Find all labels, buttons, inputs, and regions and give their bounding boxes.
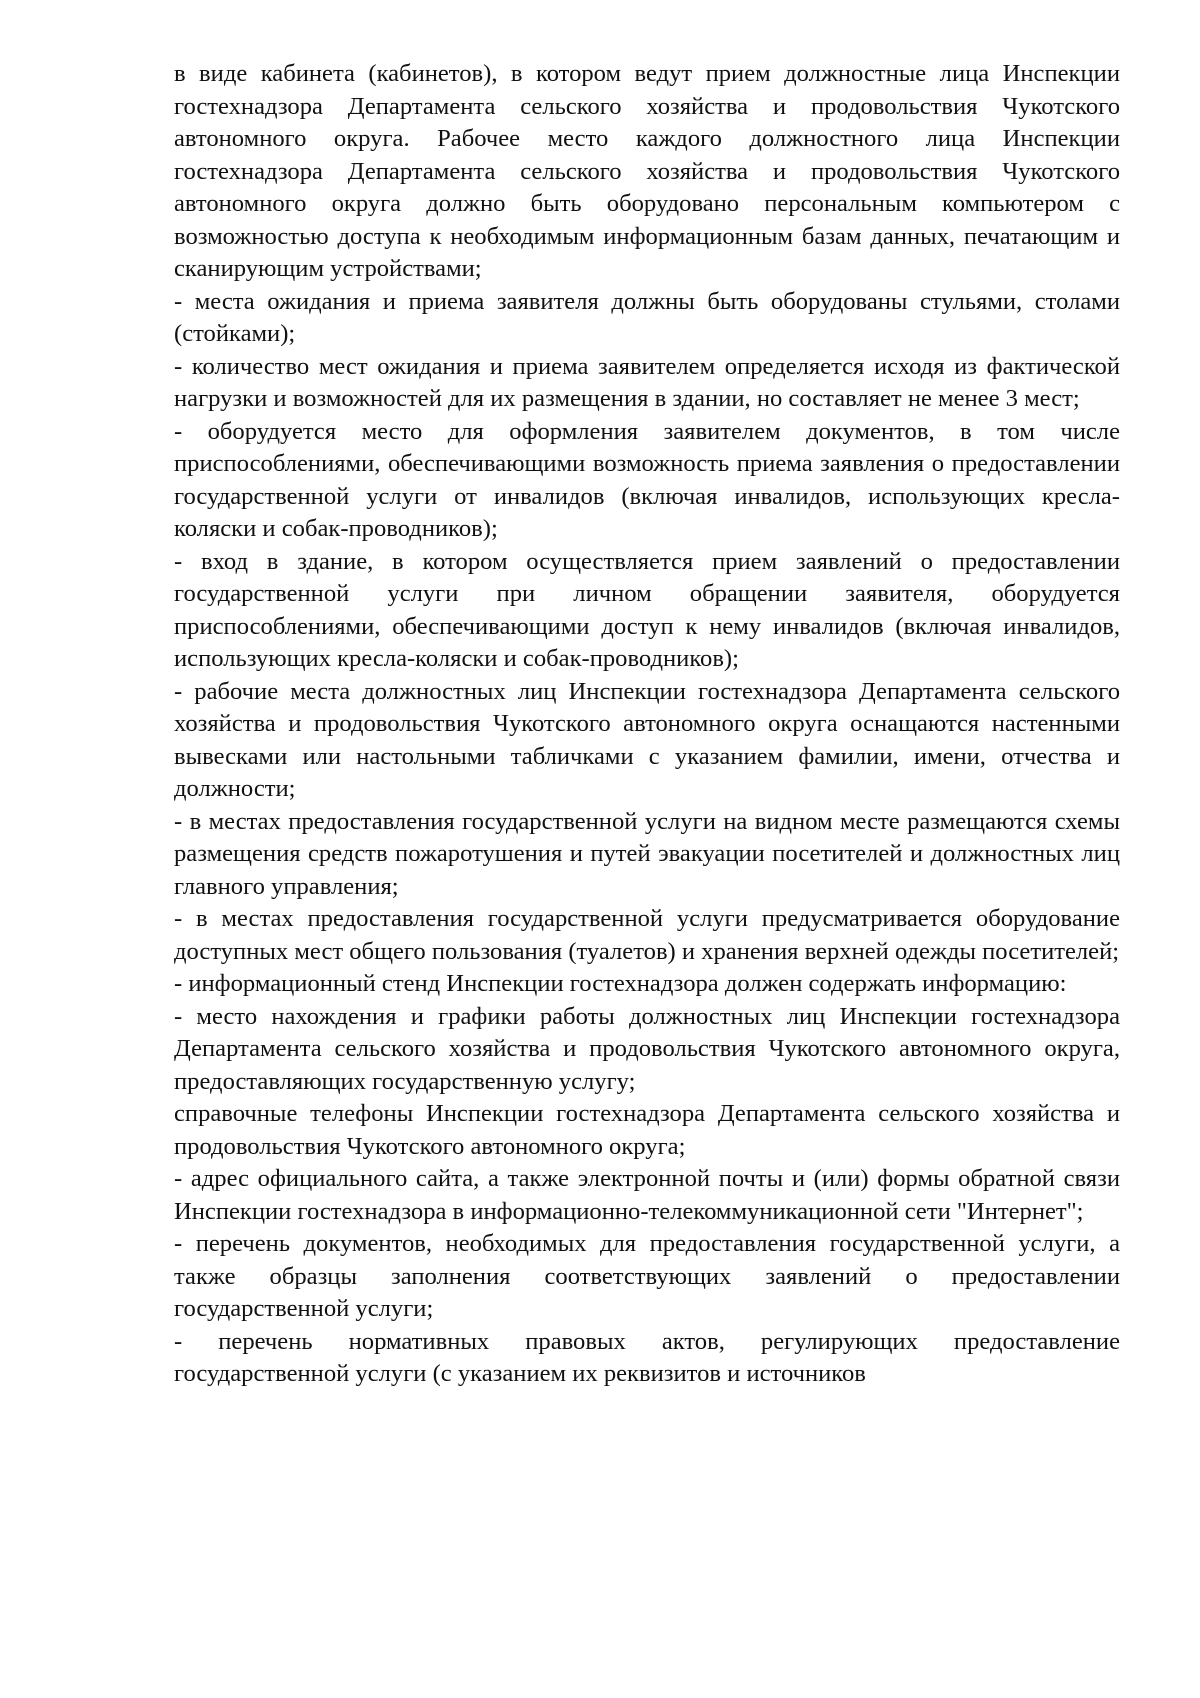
paragraph-reference-phones: справочные телефоны Инспекции гостехнадзора Департамента сельского хозяйства и продовольствия Чукотского автономного округа;	[174, 1100, 1120, 1160]
paragraph-legal-acts: - перечень нормативных правовых актов, регулирующих предоставление государственной услуги (с указанием их реквизитов и источников	[174, 1327, 1120, 1387]
paragraph-evacuation-schemes: - в местах предоставления государственной услуги на видном месте размещаются схемы размещения средств пожаротушения и путей эвакуации посетителей и должностных лиц главного управления;	[174, 807, 1120, 900]
paragraph-document-filling-place: - оборудуется место для оформления заявителем документов, в том числе приспособлениями, обеспечивающими возможность приема заявления о предоставлении государственной услуги от инвалидов (включая инвалидов, использующих кресла-коляски и собак-проводников);	[174, 417, 1120, 542]
paragraph-workplace-signs: - рабочие места должностных лиц Инспекции гостехнадзора Департамента сельского хозяйства и продовольствия Чукотского автономного округа оснащаются настенными вывесками или настольными табличками с указанием фамилии, имени, отчества и должности;	[174, 677, 1120, 802]
paragraph-office-description: в виде кабинета (кабинетов), в котором ведут прием должностные лица Инспекции гостехнадзора Департамента сельского хозяйства и продовольствия Чукотского автономного округа. Рабочее место каждого должностного лица Инспекции гостехнадзора Департамента сельского хозяйства и продовольствия Чукотского автономного округа должно быть оборудовано персональным компьютером с возможностью доступа к необходимым информационным базам данных, печатающим и сканирующим устройствами;	[174, 60, 1120, 282]
paragraph-location-schedule: - место нахождения и графики работы должностных лиц Инспекции гостехнадзора Департамента сельского хозяйства и продовольствия Чукотского автономного округа, предоставляющих государственную услугу;	[174, 1002, 1120, 1095]
paragraph-documents-list: - перечень документов, необходимых для предоставления государственной услуги, а также образцы заполнения соответствующих заявлений о предоставлении государственной услуги;	[174, 1230, 1120, 1322]
paragraph-public-facilities: - в местах предоставления государственной услуги предусматривается оборудование доступных мест общего пользования (туалетов) и хранения верхней одежды посетителей;	[174, 905, 1120, 965]
paragraph-website-address: - адрес официального сайта, а также электронной почты и (или) формы обратной связи Инспекции гостехнадзора в информационно-телекоммуникационной сети "Интернет";	[174, 1165, 1120, 1225]
paragraph-info-stand: - информационный стенд Инспекции гостехнадзора должен содержать информацию:	[174, 970, 1067, 997]
paragraph-building-entrance: - вход в здание, в котором осуществляется прием заявлений о предоставлении государственной услуги при личном обращении заявителя, оборудуется приспособлениями, обеспечивающими доступ к нему инвалидов (включая инвалидов, использующих кресла-коляски и собак-проводников);	[174, 547, 1120, 672]
paragraph-waiting-places-furniture: - места ожидания и приема заявителя должны быть оборудованы стульями, столами (стойками);	[174, 287, 1120, 347]
paragraph-waiting-places-count: - количество мест ожидания и приема заявителем определяется исходя из фактической нагрузки и возможностей для их размещения в здании, но составляет не менее 3 мест;	[174, 352, 1120, 412]
document-page	[174, 58, 1120, 1391]
